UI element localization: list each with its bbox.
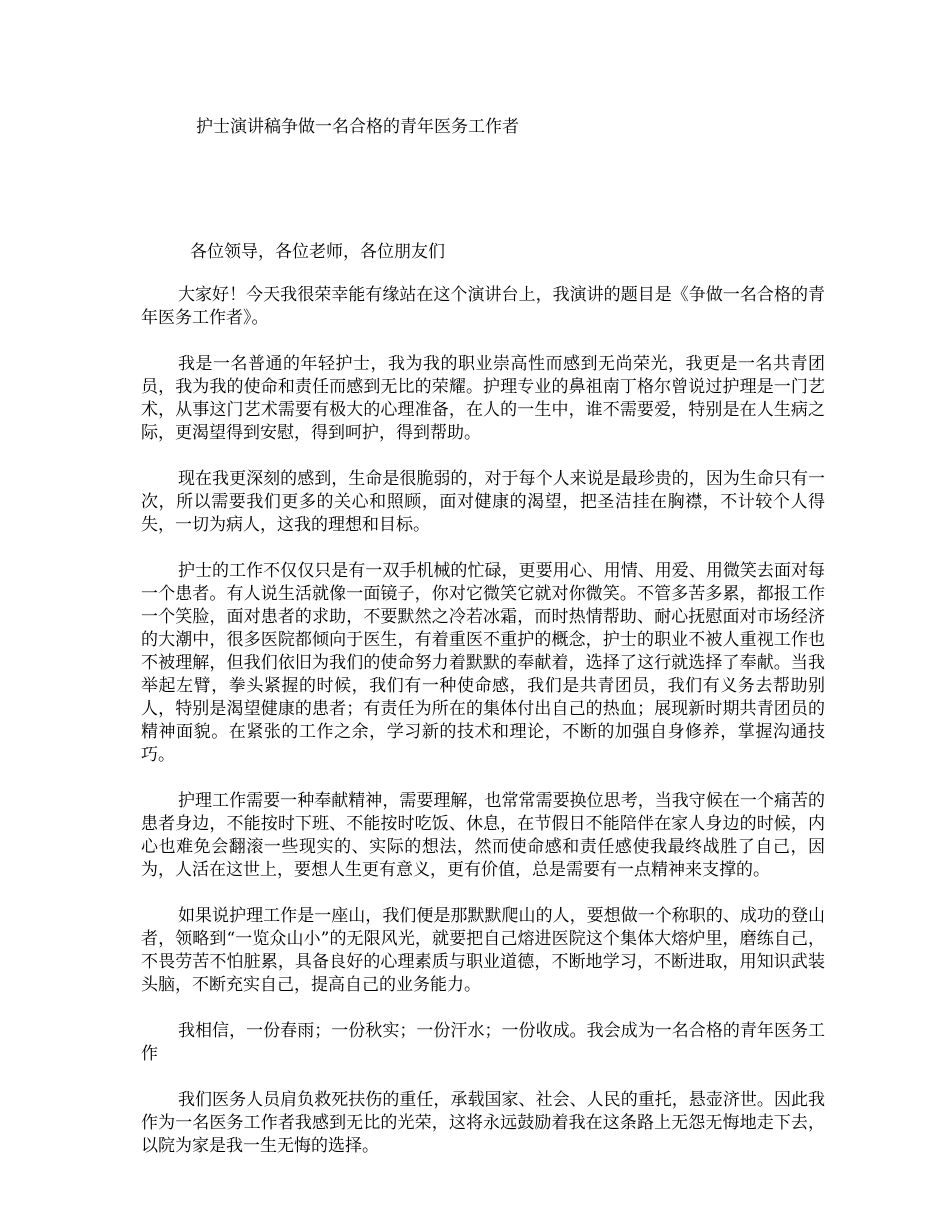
paragraph: 如果说护理工作是一座山，我们便是那默默爬山的人，要想做一个称职的、成功的登山者，领略到“一览众山小”的无限风光，就要把自己熔进医院这个集体大熔炉里，磨练自己，不畏劳苦不怕脏累，具备良好的心理素质与职业道德，不断地学习，不断进取，用知识武装头脑，不断充实自己，提高自己的业务能力。 bbox=[141, 906, 825, 995]
paragraph: 我是一名普通的年轻护士，我为我的职业崇高性而感到无尚荣光，我更是一名共青团员，我为我的使命和责任而感到无比的荣耀。护理专业的鼻祖南丁格尔曾说过护理是一门艺术，从事这门艺术需要有极大的心理准备，在人的一生中，谁不需要爱，特别是在人生病之际，更渴望得到安慰，得到呵护，得到帮助。 bbox=[141, 354, 825, 443]
salutation: 各位领导，各位老师，各位朋友们 bbox=[190, 242, 445, 262]
paragraph: 护理工作需要一种奉献精神，需要理解，也常常需要换位思考，当我守候在一个痛苦的患者身边，不能按时下班、不能按时吃饭、休息，在节假日不能陪伴在家人身边的时候，内心也难免会翻滚一些现实的、实际的想法，然而使命感和责任感使我最终战胜了自己，因为，人活在这世上，要想人生更有意义，更有价值，总是需要有一点精神来支撑的。 bbox=[141, 791, 825, 880]
paragraph: 大家好！今天我很荣幸能有缘站在这个演讲台上，我演讲的题目是《争做一名合格的青年医务工作者》。 bbox=[141, 285, 825, 328]
paragraph: 我们医务人员肩负救死扶伤的重任，承载国家、社会、人民的重托，悬壶济世。因此我作为一名医务工作者我感到无比的光荣，这将永远鼓励着我在这条路上无怨无悔地走下去，以院为家是我一生无悔的选择。 bbox=[141, 1090, 825, 1156]
document-body bbox=[141, 284, 825, 1181]
document-title: 护士演讲稿争做一名合格的青年医务工作者 bbox=[196, 117, 519, 137]
paragraph: 现在我更深刻的感到，生命是很脆弱的，对于每个人来说是最珍贵的，因为生命只有一次，所以需要我们更多的关心和照顾，面对健康的渴望，把圣洁挂在胸襟，不计较个人得失，一切为病人，这我的理想和目标。 bbox=[141, 469, 825, 535]
paragraph: 护士的工作不仅仅只是有一双手机械的忙碌，更要用心、用情、用爱、用微笑去面对每一个患者。有人说生活就像一面镜子，你对它微笑它就对你微笑。不管多苦多累，都报工作一个笑脸，面对患者的求助，不要默然之冷若冰霜，而时热情帮助、耐心抚慰面对市场经济的大潮中，很多医院都倾向于医生，有着重医不重护的概念，护士的职业不被人重视工作也不被理解，但我们依旧为我们的使命努力着默默的奉献着，选择了这行就选择了奉献。当我举起左臂，拳头紧握的时候，我们有一种使命感，我们是共青团员，我们有义务去帮助别人，特别是渴望健康的患者；有责任为所在的集体付出自己的热血；展现新时期共青团员的精神面貌。在紧张的工作之余，学习新的技术和理论，不断的加强自身修养，掌握沟通技巧。 bbox=[141, 561, 825, 765]
paragraph: 我相信，一份春雨；一份秋实；一份汗水；一份收成。我会成为一名合格的青年医务工作 bbox=[141, 1021, 825, 1064]
